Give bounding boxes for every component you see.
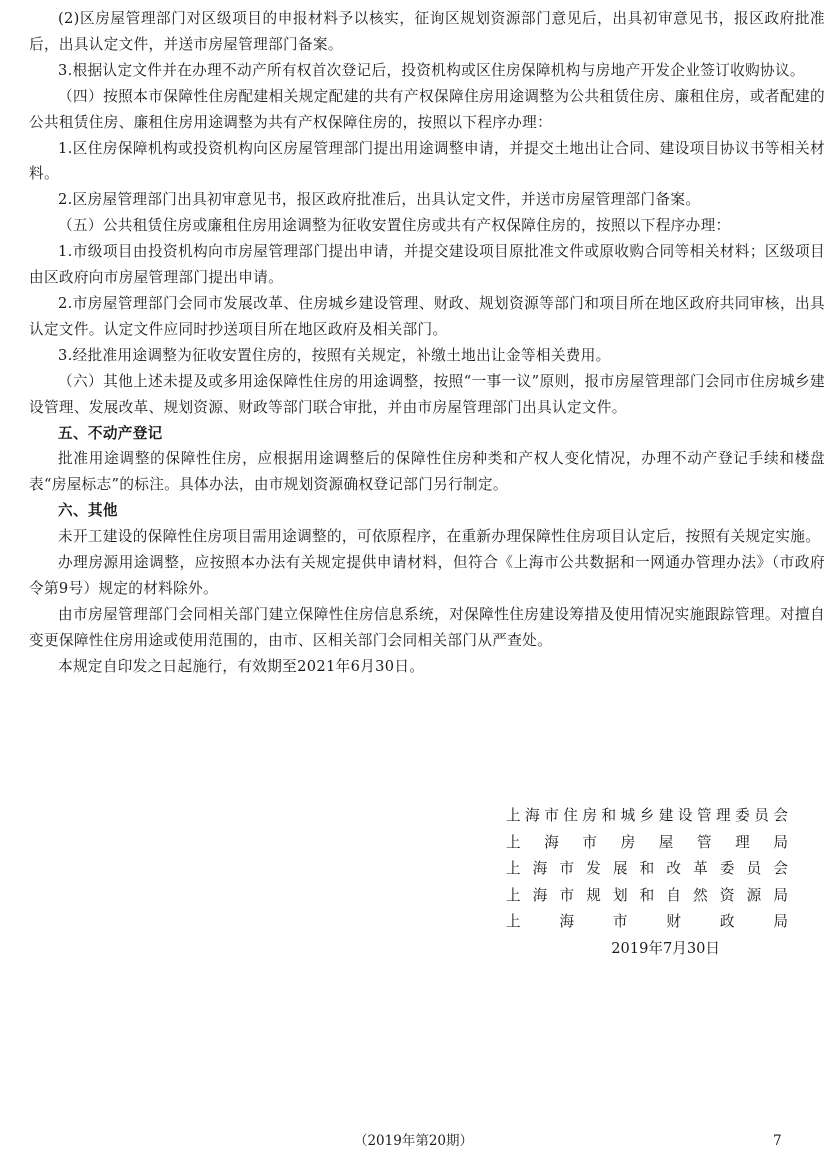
body-paragraph: （四）按照本市保障性住房配建相关规定配建的共有产权保障住房用途调整为公共租赁住房、廉租住房，或者配建的公共租赁住房、廉租住房用途调整为共有产权保障住房的，按照以下程序办理： xyxy=(29,87,825,131)
body-paragraph: （六）其他上述未提及或多用途保障性住房的用途调整，按照“一事一议”原则，报市房屋管理部门会同市住房城乡建设管理、发展改革、规划资源、财政等部门联合审批，并由市房屋管理部门出具认定文件。 xyxy=(29,372,825,416)
body-paragraph: 1.市级项目由投资机构向市房屋管理部门提出申请，并提交建设项目原批准文件或原收购合同等相关材料；区级项目由区政府向市房屋管理部门提出申请。 xyxy=(29,243,825,287)
signatory-line: 上 海 市 住 房 和 城 乡 建 设 管 理 委 员 会 xyxy=(506,807,788,824)
body-paragraph: 1.区住房保障机构或投资机构向区房屋管理部门提出用途调整申请，并提交土地出让合同、建设项目协议书等相关材料。 xyxy=(29,139,825,183)
signatory-line: 上 海 市 发 展 和 改 革 委 员 会 xyxy=(506,860,788,877)
body-paragraph: 本规定自印发之日起施行，有效期至2021年6月30日。 xyxy=(58,657,425,675)
body-paragraph: 2.区房屋管理部门出具初审意见书，报区政府批准后，出具认定文件，并送市房屋管理部门备案。 xyxy=(58,191,701,209)
body-paragraph: 办理房源用途调整，应按照本办法有关规定提供申请材料，但符合《上海市公共数据和一网通办管理办法》（市政府令第9号）规定的材料除外。 xyxy=(29,554,825,597)
signatory-block xyxy=(506,803,788,936)
signatory-line: 上 海 市 房 屋 管 理 局 xyxy=(506,833,788,851)
body-paragraph: （五）公共租赁住房或廉租住房用途调整为征收安置住房或共有产权保障住房的，按照以下程序办理： xyxy=(58,217,731,235)
body-paragraph: (2)区房屋管理部门对区级项目的申报材料予以核实，征询区规划资源部门意见后，出具初审意见书，报区政府批准后，出具认定文件，并送市房屋管理部门备案。 xyxy=(29,10,825,53)
body-paragraph: 由市房屋管理部门会同相关部门建立保障性住房信息系统，对保障性住房建设筹措及使用情况实施跟踪管理。对擅自变更保障性住房用途或使用范围的，由市、区相关部门会同相关部门从严查处。 xyxy=(29,605,825,649)
body-paragraph: 批准用途调整的保障性住房，应根据用途调整后的保障性住房种类和产权人变化情况，办理不动产登记手续和楼盘表“房屋标志”的标注。具体办法，由市规划资源确权登记部门另行制定。 xyxy=(29,450,825,494)
body-paragraph: 3.根据认定文件并在办理不动产所有权首次登记后，投资机构或区住房保障机构与房地产开发企业签订收购协议。 xyxy=(58,61,805,79)
document-body xyxy=(29,6,825,680)
section-heading: 六、其他 xyxy=(58,502,118,520)
signatory-line: 上 海 市 规 划 和 自 然 资 源 局 xyxy=(506,886,788,904)
section-heading: 五、不动产登记 xyxy=(58,424,163,442)
issue-number: （2019年第20期） xyxy=(353,1133,474,1149)
body-paragraph: 未开工建设的保障性住房项目需用途调整的，可依原程序，在重新办理保障性住房项目认定后，按照有关规定实施。 xyxy=(58,528,821,546)
body-paragraph: 3.经批准用途调整为征收安置住房的，按照有关规定，补缴土地出让金等相关费用。 xyxy=(58,346,611,364)
signing-date-container xyxy=(506,936,788,963)
signing-date: 2019年7月30日 xyxy=(611,940,720,957)
body-paragraph: 2.市房屋管理部门会同市发展改革、住房城乡建设管理、财政、规划资源等部门和项目所在地区政府共同审核，出具认定文件。认定文件应同时抄送项目所在地区政府及相关部门。 xyxy=(29,294,825,338)
signatory-line: 上 海 市 财 政 局 xyxy=(506,913,788,930)
page-number: 7 xyxy=(773,1133,782,1149)
